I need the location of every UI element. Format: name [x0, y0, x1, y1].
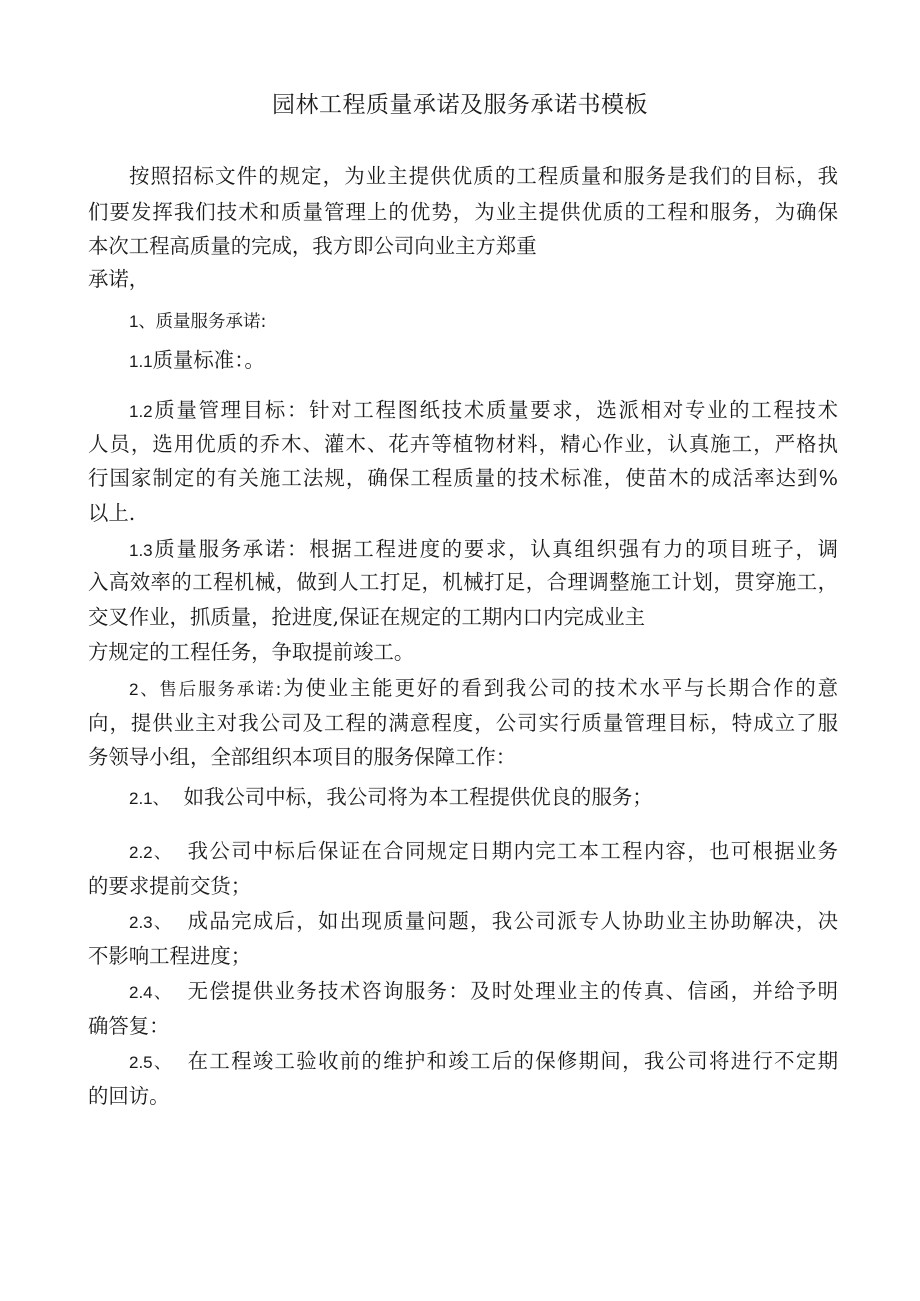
item-1-1-number: 1.1 [129, 352, 153, 371]
item-1-3-text: 质量服务承诺：根据工程进度的要求，认真组织强有力的项目班子，调 [152, 537, 838, 561]
item-2-5-number: 2.5、 [129, 1053, 173, 1072]
item-2-4-text: 无偿提供业务技术咨询服务：及时处理业主的传真、信函，并给予明 [186, 979, 839, 1003]
section-2-line-3: 务领导小组，全部组织本项目的服务保障工作： [88, 745, 517, 769]
item-1-2-number: 1.2 [129, 402, 153, 421]
section-1-heading [129, 306, 838, 336]
item-2-4-number: 2.4、 [129, 983, 173, 1002]
item-1-1-text: 质量标准：。 [152, 348, 265, 372]
item-2-3-line-2: 不影响工程进度； [88, 944, 252, 968]
section-2-line-2: 向，提供业主对我公司及工程的满意程度，公司实行质量管理目标，特成立了服 [88, 711, 838, 735]
item-2-5-line-1 [129, 1047, 838, 1077]
item-1-2-line-1 [129, 396, 838, 426]
section-2-text: 为使业主能更好的看到我公司的技术水平与长期合作的意 [281, 676, 839, 700]
item-2-3-text: 成品完成后，如出现质量问题，我公司派专人协助业主协助解决，决 [186, 909, 839, 933]
item-2-2-text: 我公司中标后保证在合同规定日期内完工本工程内容，也可根据业务 [186, 839, 839, 863]
item-2-2-line-1 [129, 837, 838, 867]
item-2-1-number: 2.1、 [129, 789, 170, 808]
item-1-3-line-2: 入高效率的工程机械，做到人工打足，机械打足，合理调整施工计划，贯穿施工， [88, 570, 838, 594]
item-1-2-line-4: 以上. [88, 501, 136, 525]
item-2-1-text: 如我公司中标，我公司将为本工程提供优良的服务； [183, 785, 653, 809]
item-2-4-line-2: 确答复： [88, 1014, 170, 1038]
intro-line-2: 们要发挥我们技术和质量管理上的优势，为业主提供优质的工程和服务，为确保 [88, 200, 838, 224]
item-2-4-line-1 [129, 977, 838, 1007]
item-1-1 [129, 346, 838, 376]
item-2-3-line-1 [129, 907, 838, 937]
item-2-2-number: 2.2、 [129, 843, 173, 862]
item-2-5-text: 在工程竣工验收前的维护和竣工后的保修期间，我公司将进行不定期 [186, 1049, 839, 1073]
section-2-number: 2、 [129, 680, 160, 699]
section-2-title: 售后服务承诺: [159, 680, 282, 700]
item-2-2-line-2: 的要求提前交货； [88, 874, 252, 898]
item-2-3-number: 2.3、 [129, 913, 173, 932]
item-1-2-line-3: 行国家制定的有关施工法规，确保工程质量的技术标准，使苗木的成活率达到% [88, 466, 838, 490]
item-1-2-text: 质量管理目标：针对工程图纸技术质量要求，选派相对专业的工程技术 [152, 398, 838, 422]
section-1-title: 质量服务承诺: [155, 312, 267, 332]
intro-line-1: 按照招标文件的规定，为业主提供优质的工程质量和服务是我们的目标，我 [129, 164, 838, 188]
item-2-1 [129, 783, 838, 813]
item-1-3-line-4: 方规定的工程任务，争取提前竣工。 [88, 640, 415, 664]
section-1-number: 1、 [129, 312, 156, 331]
item-1-3-line-3: 交叉作业，抓质量，抢进度,保证在规定的工期内口内完成业主 [88, 605, 646, 629]
document-title: 园林工程质量承诺及服务承诺书模板 [272, 92, 648, 118]
item-1-3-line-1 [129, 535, 838, 565]
item-1-3-number: 1.3 [129, 541, 153, 560]
section-2-heading [129, 674, 838, 704]
item-1-2-line-2: 人员，选用优质的乔木、灌木、花卉等植物材料，精心作业，认真施工，严格执 [88, 432, 838, 456]
intro-line-3: 本次工程高质量的完成，我方即公司向业主方郑重 [88, 234, 537, 258]
intro-line-4: 承诺， [88, 267, 150, 291]
item-2-5-line-2: 的回访。 [88, 1084, 170, 1108]
